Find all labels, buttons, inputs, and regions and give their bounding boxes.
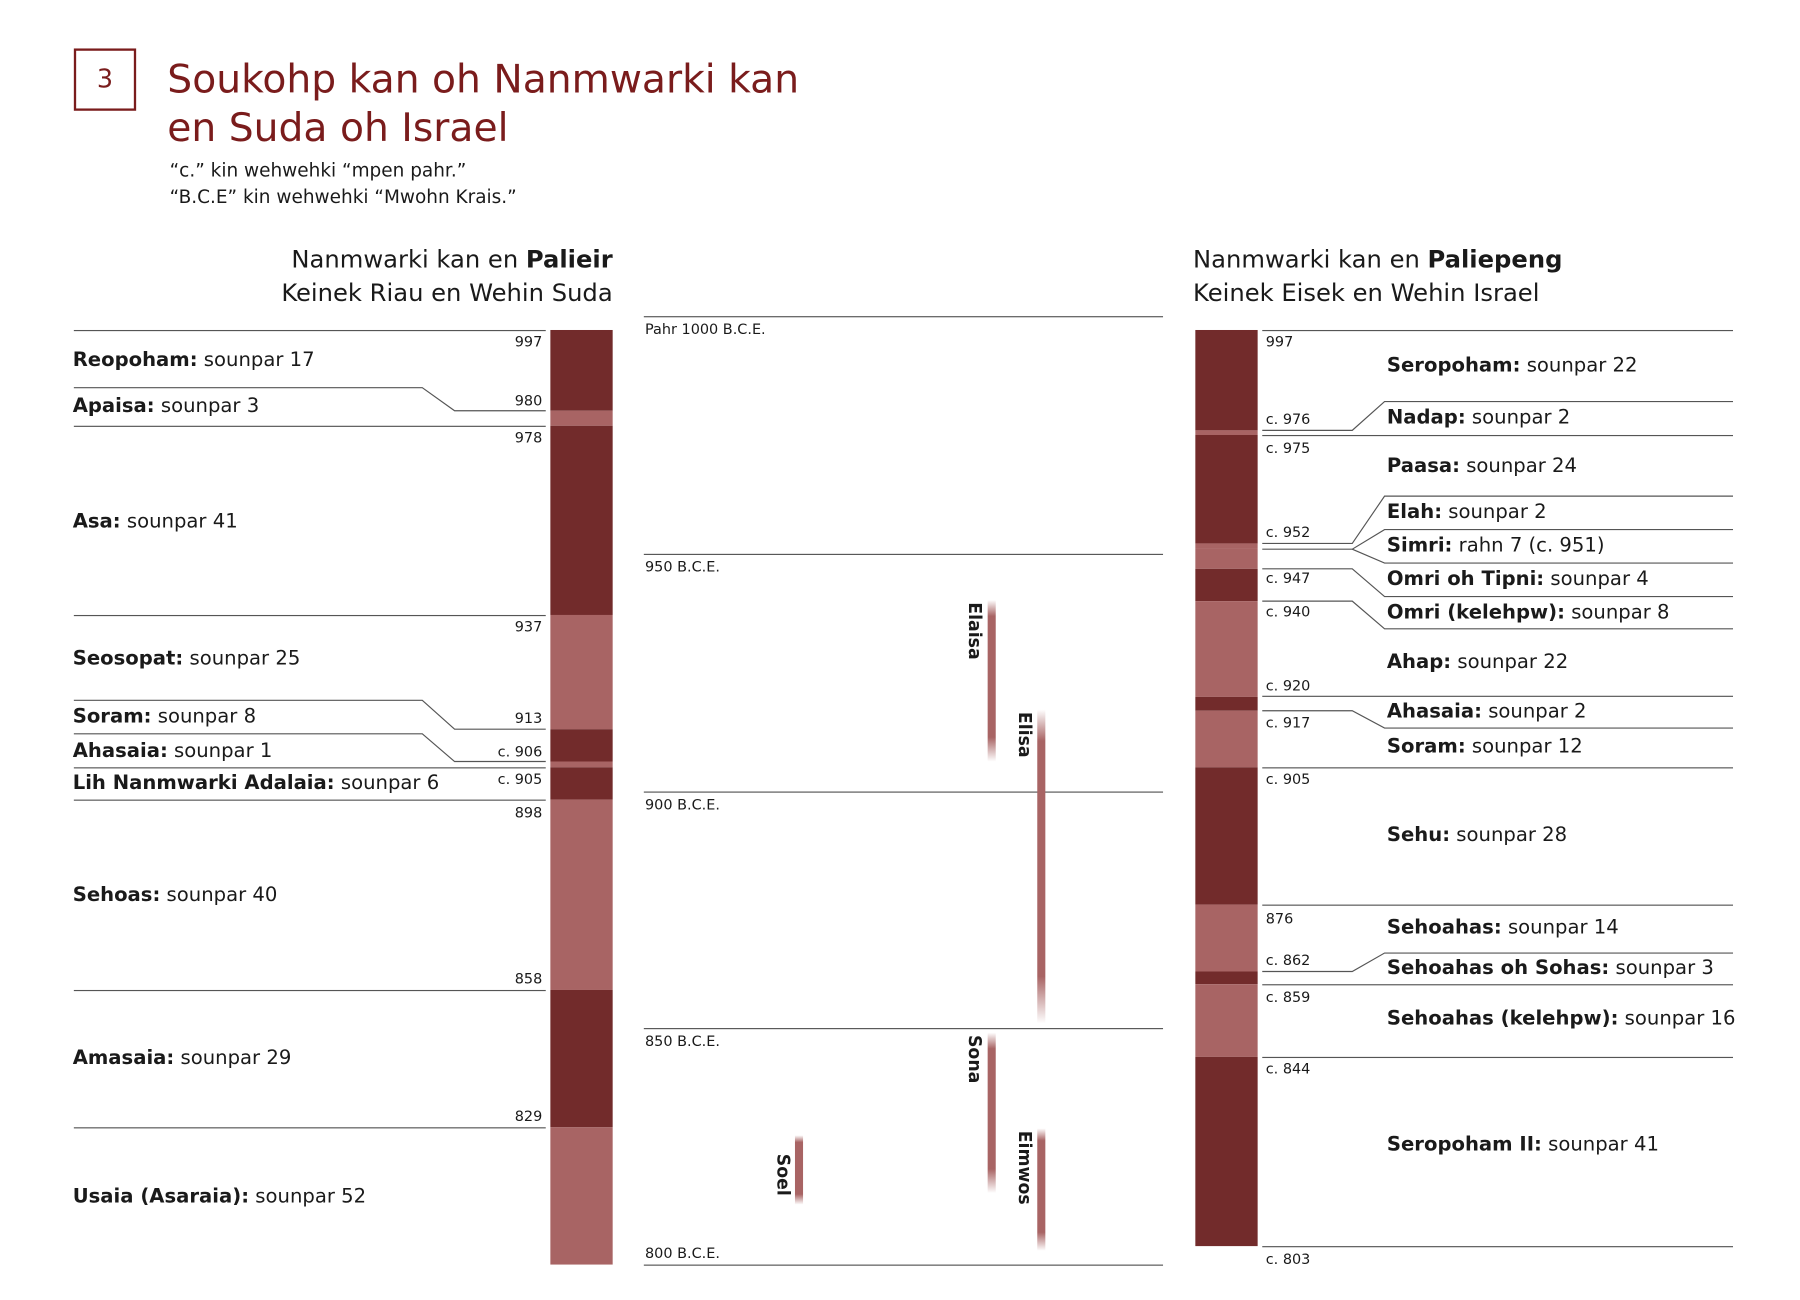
king-name: Seropoham: xyxy=(1386,354,1521,378)
left-subheading: Keinek Riau en Wehin Suda xyxy=(281,279,613,307)
king-name: Omri oh Tipni: xyxy=(1386,567,1545,591)
judah-reign-bar xyxy=(550,729,612,761)
left-year-label: 980 xyxy=(514,391,543,410)
king-name: Sehoahas oh Sohas: xyxy=(1386,956,1610,980)
reign-length: sounpar 40 xyxy=(160,883,278,907)
abbreviation-notes xyxy=(170,157,517,210)
divider-line xyxy=(1262,330,1733,331)
right-reign-label xyxy=(1387,601,1670,624)
prophet-bar xyxy=(988,600,996,762)
reign-length: sounpar 17 xyxy=(197,348,315,372)
left-year-label: 997 xyxy=(514,332,543,351)
divider-line xyxy=(644,554,1163,555)
reign-length: sounpar 2 xyxy=(1442,500,1547,524)
divider-line xyxy=(74,330,546,331)
prophet-label: Elaisa xyxy=(964,602,986,660)
king-name: Soram: xyxy=(72,704,152,729)
left-reign-label xyxy=(73,647,301,670)
title-line-2: en Suda oh Israel xyxy=(167,104,509,152)
judah-reign-bar xyxy=(550,330,612,411)
right-year-label: c. 952 xyxy=(1265,523,1311,541)
right-reign-label xyxy=(1387,957,1714,980)
right-reign-label xyxy=(1387,651,1568,674)
right-year-label: c. 917 xyxy=(1265,713,1311,731)
king-name: Ahasaia: xyxy=(72,739,168,763)
divider-line xyxy=(644,1265,1163,1266)
reign-length: sounpar 22 xyxy=(1451,650,1569,674)
axis-label: 900 B.C.E. xyxy=(644,795,720,813)
reign-length: sounpar 28 xyxy=(1450,823,1568,847)
left-year-label: 913 xyxy=(514,709,543,727)
left-reign-label xyxy=(73,705,256,728)
prophet-label: Sona xyxy=(964,1034,986,1084)
king-name: Seropoham II: xyxy=(1386,1133,1542,1157)
right-reign-label xyxy=(1387,700,1587,723)
right-heading-bold: Paliepeng xyxy=(1427,245,1563,274)
reign-length: sounpar 14 xyxy=(1501,916,1619,940)
prophet-label: Soel xyxy=(773,1153,794,1196)
divider-line xyxy=(1262,984,1733,985)
reign-length: sounpar 4 xyxy=(1544,567,1649,591)
prophet-label: Elisa xyxy=(1014,711,1035,758)
title-line-1: Soukohp kan oh Nanmwarki kan xyxy=(167,56,800,103)
left-reign-label xyxy=(73,510,238,533)
judah-reign-bar xyxy=(550,411,612,426)
king-name: Nadap: xyxy=(1386,406,1466,430)
divider-line xyxy=(74,800,546,801)
israel-reign-bar xyxy=(1195,971,1257,984)
left-heading-bold: Palieir xyxy=(525,245,613,274)
right-year-label: c. 905 xyxy=(1265,770,1311,788)
axis-label: 950 B.C.E. xyxy=(644,557,720,576)
prophet-label: Eimwos xyxy=(1014,1130,1035,1205)
left-reign-label xyxy=(73,348,315,371)
judah-reign-bar xyxy=(550,800,612,990)
left-year-label: c. 906 xyxy=(497,742,543,760)
reign-length: sounpar 6 xyxy=(334,771,440,795)
divider-line xyxy=(644,316,1163,317)
right-year-label: c. 940 xyxy=(1265,602,1311,621)
right-reign-label xyxy=(1387,568,1649,591)
israel-reign-bar xyxy=(1195,711,1257,768)
prophet-bar xyxy=(1037,1128,1045,1250)
right-year-label: 997 xyxy=(1265,332,1294,351)
left-reign-label xyxy=(73,1185,366,1208)
judah-reign-bar xyxy=(550,990,612,1127)
right-year-label: c. 947 xyxy=(1265,569,1311,587)
king-name: Simri: xyxy=(1386,534,1453,558)
left-reign-label xyxy=(73,740,273,763)
israel-reign-bar xyxy=(1195,905,1257,972)
king-name: Sehoas: xyxy=(72,883,161,907)
divider-line xyxy=(644,792,1163,793)
left-reign-label xyxy=(73,395,260,418)
note-circa: “c.” kin wehwehki “mpen pahr.” xyxy=(169,159,467,182)
prophet-bar xyxy=(795,1135,803,1204)
reign-length: sounpar 41 xyxy=(120,509,238,534)
left-reign-label xyxy=(73,884,278,907)
reign-length: sounpar 2 xyxy=(1465,406,1571,430)
prophet-bar xyxy=(1037,710,1045,1024)
divider-line xyxy=(74,426,546,427)
judah-reign-bar xyxy=(550,615,612,729)
king-name: Paasa: xyxy=(1386,454,1460,478)
left-year-label: 978 xyxy=(514,428,543,446)
reign-length: sounpar 8 xyxy=(151,704,257,729)
right-reign-label xyxy=(1387,1133,1659,1156)
reign-length: sounpar 2 xyxy=(1481,700,1587,724)
divider-line xyxy=(74,767,546,768)
judah-reign-bar xyxy=(550,1127,612,1264)
king-name: Seosopat: xyxy=(72,647,184,671)
axis-label: 850 B.C.E. xyxy=(644,1032,720,1050)
section-number-box xyxy=(74,48,136,110)
king-name: Reopoham: xyxy=(72,348,198,372)
right-year-label: c. 920 xyxy=(1265,676,1311,695)
left-year-label: 898 xyxy=(514,803,543,821)
left-heading xyxy=(281,243,612,310)
right-subheading: Keinek Eisek en Wehin Israel xyxy=(1193,279,1540,307)
divider-line xyxy=(1262,1057,1733,1058)
reign-length: sounpar 1 xyxy=(167,739,273,763)
right-year-label: c. 976 xyxy=(1265,410,1311,428)
left-year-label: 829 xyxy=(514,1107,543,1125)
axis-label: 800 B.C.E. xyxy=(644,1244,720,1262)
right-reign-label xyxy=(1387,406,1570,429)
king-name: Amasaia: xyxy=(72,1046,175,1070)
right-year-label: c. 859 xyxy=(1265,988,1311,1006)
right-year-label: 876 xyxy=(1265,909,1294,928)
israel-reign-bar xyxy=(1195,984,1257,1057)
page-title xyxy=(167,55,799,152)
king-name: Sehu: xyxy=(1386,823,1451,847)
king-name: Elah: xyxy=(1386,500,1443,524)
israel-reign-bar xyxy=(1195,435,1257,543)
left-year-label: 858 xyxy=(514,969,543,988)
israel-reign-bar xyxy=(1195,569,1257,601)
left-year-label: c. 905 xyxy=(497,770,543,788)
right-year-label: c. 803 xyxy=(1265,1250,1311,1268)
king-name: Ahasaia: xyxy=(1386,700,1482,724)
reign-length: sounpar 8 xyxy=(1564,601,1670,625)
right-heading-prefix: Nanmwarki kan en xyxy=(1193,245,1428,274)
king-name: Soram: xyxy=(1386,734,1466,759)
right-reign-label xyxy=(1387,1007,1736,1030)
divider-line xyxy=(1262,696,1733,697)
right-reign-label xyxy=(1387,501,1547,524)
right-reign-label xyxy=(1387,455,1577,478)
section-number: 3 xyxy=(96,65,114,95)
reign-length: sounpar 3 xyxy=(154,394,260,418)
king-name: Lih Nanmwarki Adalaia: xyxy=(72,771,335,795)
reign-length: sounpar 22 xyxy=(1520,354,1638,378)
note-bce: “B.C.E” kin wehwehki “Mwohn Krais.” xyxy=(169,185,517,208)
divider-line xyxy=(1262,905,1733,906)
reign-length: sounpar 16 xyxy=(1618,1007,1736,1031)
divider-line xyxy=(644,1028,1163,1029)
divider-line xyxy=(1262,1246,1733,1247)
king-name: Sehoahas (kelehpw): xyxy=(1386,1007,1619,1031)
right-reign-label xyxy=(1387,824,1567,847)
israel-reign-bar xyxy=(1195,330,1257,430)
right-year-label: c. 862 xyxy=(1265,951,1311,969)
right-reign-label xyxy=(1387,534,1605,557)
reign-length: sounpar 25 xyxy=(183,647,301,671)
right-year-label: c. 975 xyxy=(1265,439,1311,457)
right-heading xyxy=(1193,243,1562,310)
reign-length: rahn 7 (c. 951) xyxy=(1452,534,1605,558)
left-year-label: 937 xyxy=(514,617,543,636)
king-name: Ahap: xyxy=(1386,650,1452,674)
left-reign-label xyxy=(73,1046,292,1069)
prophet-bar xyxy=(988,1033,996,1193)
reign-length: sounpar 3 xyxy=(1609,956,1714,980)
israel-reign-bar xyxy=(1195,1057,1257,1246)
reign-length: sounpar 29 xyxy=(174,1046,292,1070)
king-name: Sehoahas: xyxy=(1386,916,1502,940)
israel-reign-bar xyxy=(1195,601,1257,697)
left-heading-prefix: Nanmwarki kan en xyxy=(291,245,526,274)
king-name: Asa: xyxy=(72,509,121,534)
reign-length: sounpar 24 xyxy=(1459,454,1578,478)
axis-label: Pahr 1000 B.C.E. xyxy=(644,320,766,338)
israel-reign-bar xyxy=(1195,548,1257,569)
right-year-label: c. 844 xyxy=(1265,1059,1311,1078)
israel-reign-bar xyxy=(1195,767,1257,904)
king-name: Omri (kelehpw): xyxy=(1386,601,1565,625)
divider-line xyxy=(74,990,546,991)
divider-line xyxy=(1262,767,1733,768)
right-reign-label xyxy=(1387,735,1583,758)
king-name: Apaisa: xyxy=(72,394,155,418)
left-reign-label xyxy=(73,772,440,795)
divider-line xyxy=(1262,435,1733,436)
judah-reign-bar xyxy=(550,767,612,799)
divider-line xyxy=(74,1127,546,1128)
right-reign-label xyxy=(1387,354,1638,377)
right-reign-label xyxy=(1387,916,1619,939)
reign-length: sounpar 52 xyxy=(249,1184,367,1209)
reign-length: sounpar 12 xyxy=(1465,734,1583,759)
king-name: Usaia (Asaraia): xyxy=(72,1184,250,1209)
judah-reign-bar xyxy=(550,426,612,615)
israel-reign-bar xyxy=(1195,697,1257,711)
divider-line xyxy=(74,615,546,616)
reign-length: sounpar 41 xyxy=(1541,1133,1659,1157)
